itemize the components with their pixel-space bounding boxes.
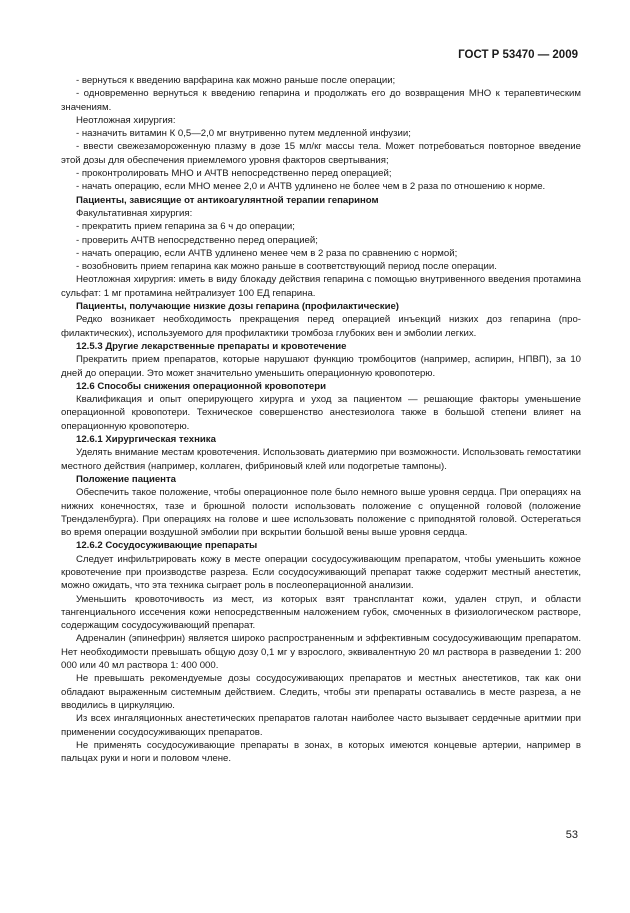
paragraph: Из всех ингаляционных анестетических препаратов галотан наиболее часто вызывает сердечные аритмии при применении сосудосуживающих препаратов. [61, 713, 581, 738]
section-heading: 12.6.1 Хирургическая техника [76, 434, 216, 446]
paragraph: - проверить АЧТВ непосредственно перед операцией; [76, 234, 318, 246]
paragraph: Уменьшить кровоточивость из мест, из которых взят трансплантат кожи, удален струп, и области тангенциального иссечения кожи непосредственным наложением губок, смоченных в физиологическом растворе, содержащим сосудосуживающий препарат. [61, 593, 581, 632]
paragraph: - вернуться к введению варфарина как можно раньше после операции; [76, 75, 396, 86]
paragraph: Прекратить прием препаратов, которые нарушают функцию тромбоцитов (например, аспирин, НПВП), за 10 дней до операции. Это может значительно уменьшить операционную кровопотерю. [61, 354, 581, 379]
paragraph: Уделять внимание местам кровотечения. Использовать диатермию при возможности. Использовать гемостатики местного действия (например, коллаген, фибриновый клей или подогретые тампоны). [61, 447, 581, 472]
document-body [61, 74, 581, 765]
section-heading: 12.5.3 Другие лекарственные препараты и кровотечение [76, 340, 347, 352]
paragraph: Квалификация и опыт оперирующего хирурга и уход за пациентом — решающие факторы уменьшение операционной кровопотери. Техническое совершенство анестезиолога также в большой степени влияет на операционную кровопотерю. [61, 394, 581, 432]
paragraph: - начать операцию, если АЧТВ удлинено менее чем в 2 раза по сравнению с нормой; [76, 247, 458, 259]
paragraph: Не превышать рекомендуемые дозы сосудосуживающих препаратов и местных анестетиков, так как они обладают выраженным системным действием. Следить, чтобы эти препараты оставались в месте разреза, а не вводились в циркуляцию. [61, 673, 581, 711]
paragraph: Неотложная хирургия: [76, 114, 176, 126]
paragraph: Не применять сосудосуживающие препараты в зонах, в которых имеются концевые артерии, например в пальцах руки и ноги и половом члене. [61, 739, 581, 765]
paragraph: - одновременно вернуться к введению гепарина и продолжать его до возвращения МНО к терапевтическим значениям. [61, 88, 581, 113]
paragraph: - ввести свежезамороженную плазму в дозе 15 мл/кг массы тела. Может потребоваться повторное введение этой дозы для обеспечения приемлемого уровня факторов свертывания; [61, 141, 581, 166]
paragraph: Факультативная хирургия: [76, 207, 193, 219]
section-heading: 12.6.2 Сосудосуживающие препараты [76, 540, 258, 552]
section-heading: Положение пациента [76, 473, 177, 485]
paragraph: Следует инфильтрировать кожу в месте операции сосудосуживающим препаратом, чтобы уменьшить кожное кровотечение при производстве разреза. Если сосудосуживающий препарат также содержит местный анестетик, можно ожидать, что эта техника сыграет роль в послеоперационной анализии. [61, 553, 581, 592]
paragraph: Адреналин (эпинефрин) является широко распространенным и эффективным сосудосуживающим препаратом. Нет необходимости превышать общую дозу 0,1 мг у взрослого, эквивалентную 20 мл раствора в разведении 1: 200 000 или 40 мл раствора 1: 400 000. [61, 633, 581, 672]
paragraph: Обеспечить такое положение, чтобы операционное поле было немного выше уровня сердца. При операциях на нижних конечностях, тазе и брюшной полости использовать положение с опущенной головой (положение Трендэленбурга). При операциях на голове и шее использовать положение с приподнятой головой. Остерегаться во время операции воздушной эмболии при вскрытии большой вены выше уровня сердца. [61, 487, 581, 539]
paragraph: Редко возникает необходимость прекращения перед операцией инъекций низких доз гепарина (профилактических), используемого для профилактики тромбоза глубоких вен и эмболии легких. [61, 314, 581, 339]
paragraph: Неотложная хирургия: иметь в виду блокаду действия гепарина с помощью внутривенного введения протамина сульфат: 1 мг протамина нейтрализует 100 ЕД гепарина. [61, 274, 581, 299]
page-number: 53 [565, 829, 578, 841]
section-heading: 12.6 Способы снижения операционной кровопотери [76, 380, 326, 392]
section-heading: Пациенты, получающие низкие дозы гепарина (профилактические) [76, 301, 399, 313]
paragraph: - прекратить прием гепарина за 6 ч до операции; [76, 221, 295, 233]
paragraph: - начать операцию, если МНО менее 2,0 и АЧТВ удлинено не более чем в 2 раза по отношению к норме. [76, 181, 546, 193]
paragraph: - назначить витамин К 0,5—2,0 мг внутривенно путем медленной инфузии; [76, 128, 411, 140]
section-heading: Пациенты, зависящие от антикоагулянтной терапии гепарином [76, 194, 379, 206]
paragraph: - возобновить прием гепарина как можно раньше в соответствующий период после операции. [76, 261, 497, 273]
document-header: ГОСТ Р 53470 — 2009 [458, 49, 578, 61]
paragraph: - проконтролировать МНО и АЧТВ непосредственно перед операцией; [76, 168, 392, 180]
